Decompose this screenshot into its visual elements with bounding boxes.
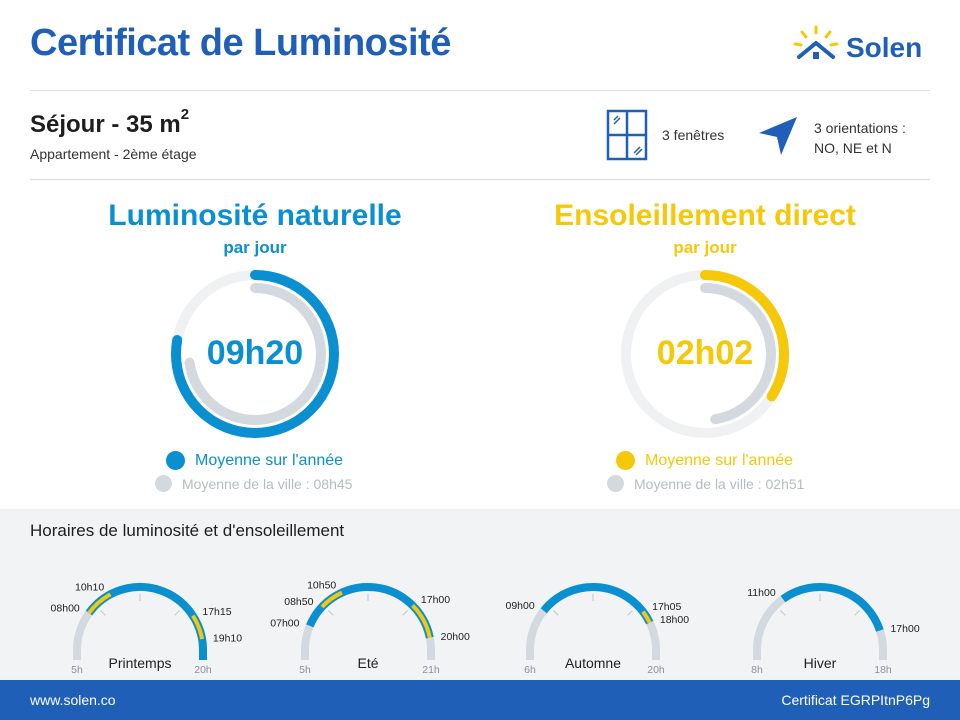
legend-dot <box>616 451 635 470</box>
solen-logo <box>790 24 935 70</box>
season-tick <box>328 610 333 615</box>
season-gauge-summer <box>253 555 483 680</box>
season-time-label: 08h00 <box>50 602 80 615</box>
season-gauge-winter <box>705 555 935 680</box>
season-start-label: 6h <box>524 664 536 676</box>
season-end-label: 21h <box>422 664 440 676</box>
sun-house-icon <box>790 24 842 70</box>
season-time-label: 19h10 <box>212 632 243 645</box>
season-name: Hiver <box>803 655 837 671</box>
season-time-label: 17h00 <box>420 594 451 607</box>
season-gauge-autumn <box>478 555 708 680</box>
season-end-label: 20h <box>647 664 665 676</box>
page-title: Certificat de Luminosité <box>30 22 451 64</box>
natural-light-value: 09h20 <box>206 334 304 372</box>
season-time-label: 11h00 <box>747 586 776 599</box>
season-start-label: 8h <box>751 664 763 676</box>
season-time-label: 17h05 <box>652 601 682 614</box>
season-end-label: 18h <box>874 664 892 676</box>
natural-legend-city: Moyenne de la ville : 08h45 <box>155 475 352 492</box>
season-time-label: 18h00 <box>659 613 690 626</box>
season-time-label: 10h50 <box>307 579 337 592</box>
orientations: 3 orientations : NO, NE et N <box>814 120 906 156</box>
season-time-label: 20h00 <box>440 630 470 643</box>
season-tick <box>855 610 860 615</box>
season-light-arc <box>544 587 650 623</box>
season-name: Eté <box>357 655 379 671</box>
season-start-label: 5h <box>299 664 311 676</box>
season-tick <box>553 610 558 615</box>
divider <box>30 179 930 180</box>
season-time-label: 08h50 <box>284 595 314 608</box>
season-tick <box>100 610 105 615</box>
season-time-label: 17h00 <box>890 622 920 635</box>
season-light-arc <box>783 587 880 631</box>
season-tick <box>628 610 633 615</box>
natural-legend-main: Moyenne sur l'année <box>166 451 343 470</box>
season-end-label: 20h <box>194 664 212 676</box>
windows-count: 3 fenêtres <box>662 127 725 143</box>
room-subtitle: Appartement - 2ème étage <box>30 146 197 162</box>
legend-dot <box>155 475 172 492</box>
season-start-label: 5h <box>71 664 83 676</box>
legend-dot <box>607 475 624 492</box>
season-time-label: 07h00 <box>270 617 300 630</box>
season-tick <box>780 610 785 615</box>
direct-legend-main: Moyenne sur l'année <box>616 451 793 470</box>
direct-sun-title: Ensoleillement direct <box>554 199 856 232</box>
legend-dot <box>166 451 185 470</box>
certificate-id: Certificat EGRPItnP6Pg <box>781 692 930 708</box>
season-name: Automne <box>564 655 622 671</box>
brand-name: Solen <box>846 32 923 63</box>
footer <box>0 680 960 720</box>
season-time-label: 10h10 <box>74 581 105 594</box>
orientation-arrow-icon <box>756 114 800 158</box>
season-tick <box>175 610 180 615</box>
window-icon <box>606 109 648 161</box>
direct-legend-city: Moyenne de la ville : 02h51 <box>607 475 804 492</box>
direct-sun-value: 02h02 <box>656 334 754 372</box>
website-link[interactable]: www.solen.co <box>30 692 116 708</box>
season-name: Printemps <box>108 655 172 671</box>
divider <box>30 90 930 91</box>
season-tick <box>403 610 408 615</box>
season-time-label: 09h00 <box>505 600 535 613</box>
season-time-label: 17h15 <box>202 605 232 618</box>
season-gauge-spring <box>25 555 255 680</box>
season-light-arc <box>310 587 430 638</box>
schedule-title: Horaires de luminosité et d'ensoleillement <box>30 521 345 540</box>
direct-sun-subtitle: par jour <box>673 238 737 257</box>
natural-light-title: Luminosité naturelle <box>108 199 402 232</box>
room-title: Séjour - 35 $m^2$ <box>30 106 190 138</box>
natural-light-subtitle: par jour <box>223 238 287 257</box>
